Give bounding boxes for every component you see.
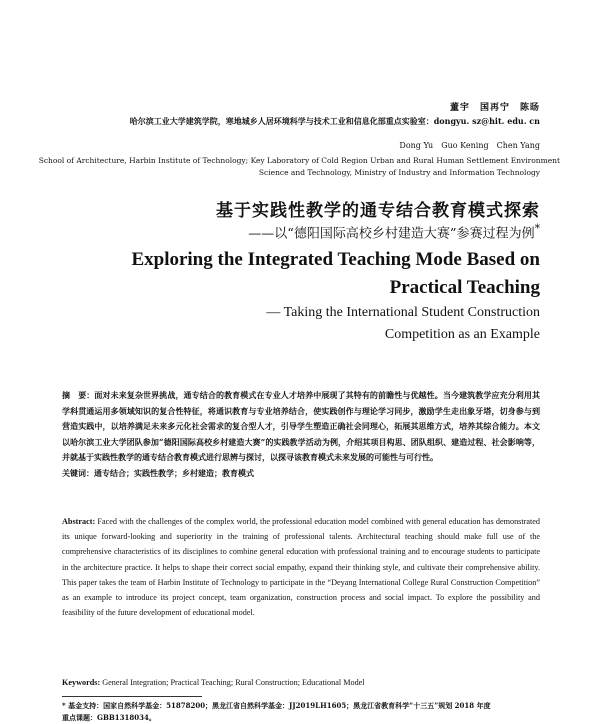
authors-en: Dong Yu Guo Kening Chen Yang — [399, 141, 540, 150]
subtitle-en-line2: Competition as an Example — [384, 327, 540, 342]
footnote — [62, 700, 540, 724]
footnote-marker: * — [534, 222, 540, 235]
title-en — [131, 246, 540, 302]
abstract-cn — [62, 388, 540, 481]
title-cn: 基于实践性教学的通专结合教育模式探索 — [216, 201, 540, 221]
footnote-line2: 重点课题：GBB1318034。 — [62, 713, 156, 722]
keywords-cn-text: 通专结合；实践性教学；乡村建造；教育模式 — [94, 467, 254, 478]
keywords-en-label: Keywords: — [62, 678, 101, 687]
keywords-en-text: General Integration; Practical Teaching; Rural Construction; Educational Model — [102, 678, 365, 687]
abstract-en-label: Abstract: — [62, 517, 96, 526]
keywords-cn-label: 关键词： — [62, 467, 94, 478]
subtitle-en-line1: — Taking the International Student Construction — [266, 305, 540, 320]
footnote-divider — [62, 696, 202, 697]
footnote-line1: * 基金支持：国家自然科学基金：51878200；黑龙江省自然科学基金：JJ2019LH1605；黑龙江省教育科学“十三五”规划 2018 年度 — [62, 701, 491, 710]
title-en-line1: Exploring the Integrated Teaching Mode Based on — [131, 249, 540, 270]
subtitle-cn-text: ——以“德阳国际高校乡村建造大赛”参赛过程为例 — [248, 226, 535, 242]
subtitle-cn — [248, 222, 540, 241]
affiliation-en-line1: School of Architecture, Harbin Institute of Technology; Key Laboratory of Cold Region Urban and Rural Human Settlement Environment — [38, 156, 560, 165]
abstract-en-text: Faced with the challenges of the complex world, the professional education model combined with general education has demonstrated its unique forward-looking and superiority in the training of professional talents. Architectural teaching should make full use of the comprehensive characteristics of its disciplines to combine general education with professional training and to encourage students to participate in the architecture practice. It helps to shape their correct social empathy, expand their thinking style, and cultivate their comprehensive ability. This paper takes the team of Harbin Institute of Technology to participate in the “Deyang International College Rural Construction Competition” as an example to introduce its project concept, team organization, construction process and social impact. To explore the possibility and feasibility of the future development of educational model. — [62, 517, 540, 618]
authors-cn: 董宇 国再宁 陈旸 — [449, 103, 540, 113]
affiliation-cn: 哈尔滨工业大学建筑学院，寒地城乡人居环境科学与技术工业和信息化部重点实验室：dongyu. sz@hit. edu. cn — [129, 116, 540, 126]
affiliation-en-line2: Science and Technology, Ministry of Industry and Information Technology — [258, 168, 540, 177]
abstract-cn-text: 面对未来复杂世界挑战，通专结合的教育模式在专业人才培养中展现了其特有的前瞻性与优越性。当今建筑教学应充分利用其学科贯通运用多领域知识的复合性特征，将通识教育与专业培养结合，使实践创作与理论学习同步，激励学生走出象牙塔，切身参与到营造实践中，以培养满足未来多元化社会需求的复合型人才，引导学生塑造正确社会同理心，拓展其思维方式，培养其综合能力。本文以哈尔滨工业大学团队参加“德阳国际高校乡村建造大赛”的实践教学活动为例，介绍其项目构思、团队组织、建造过程、社会影响等，并就基于实践性教学的通专结合教育模式进行思辨与探讨，以探寻该教育模式未来发展的可能性与可行性。 — [62, 390, 541, 462]
abstract-cn-label: 摘 要： — [62, 390, 95, 400]
keywords-en — [62, 678, 540, 687]
subtitle-en — [266, 302, 540, 346]
title-en-line2: Practical Teaching — [389, 277, 540, 298]
abstract-en — [62, 514, 540, 620]
